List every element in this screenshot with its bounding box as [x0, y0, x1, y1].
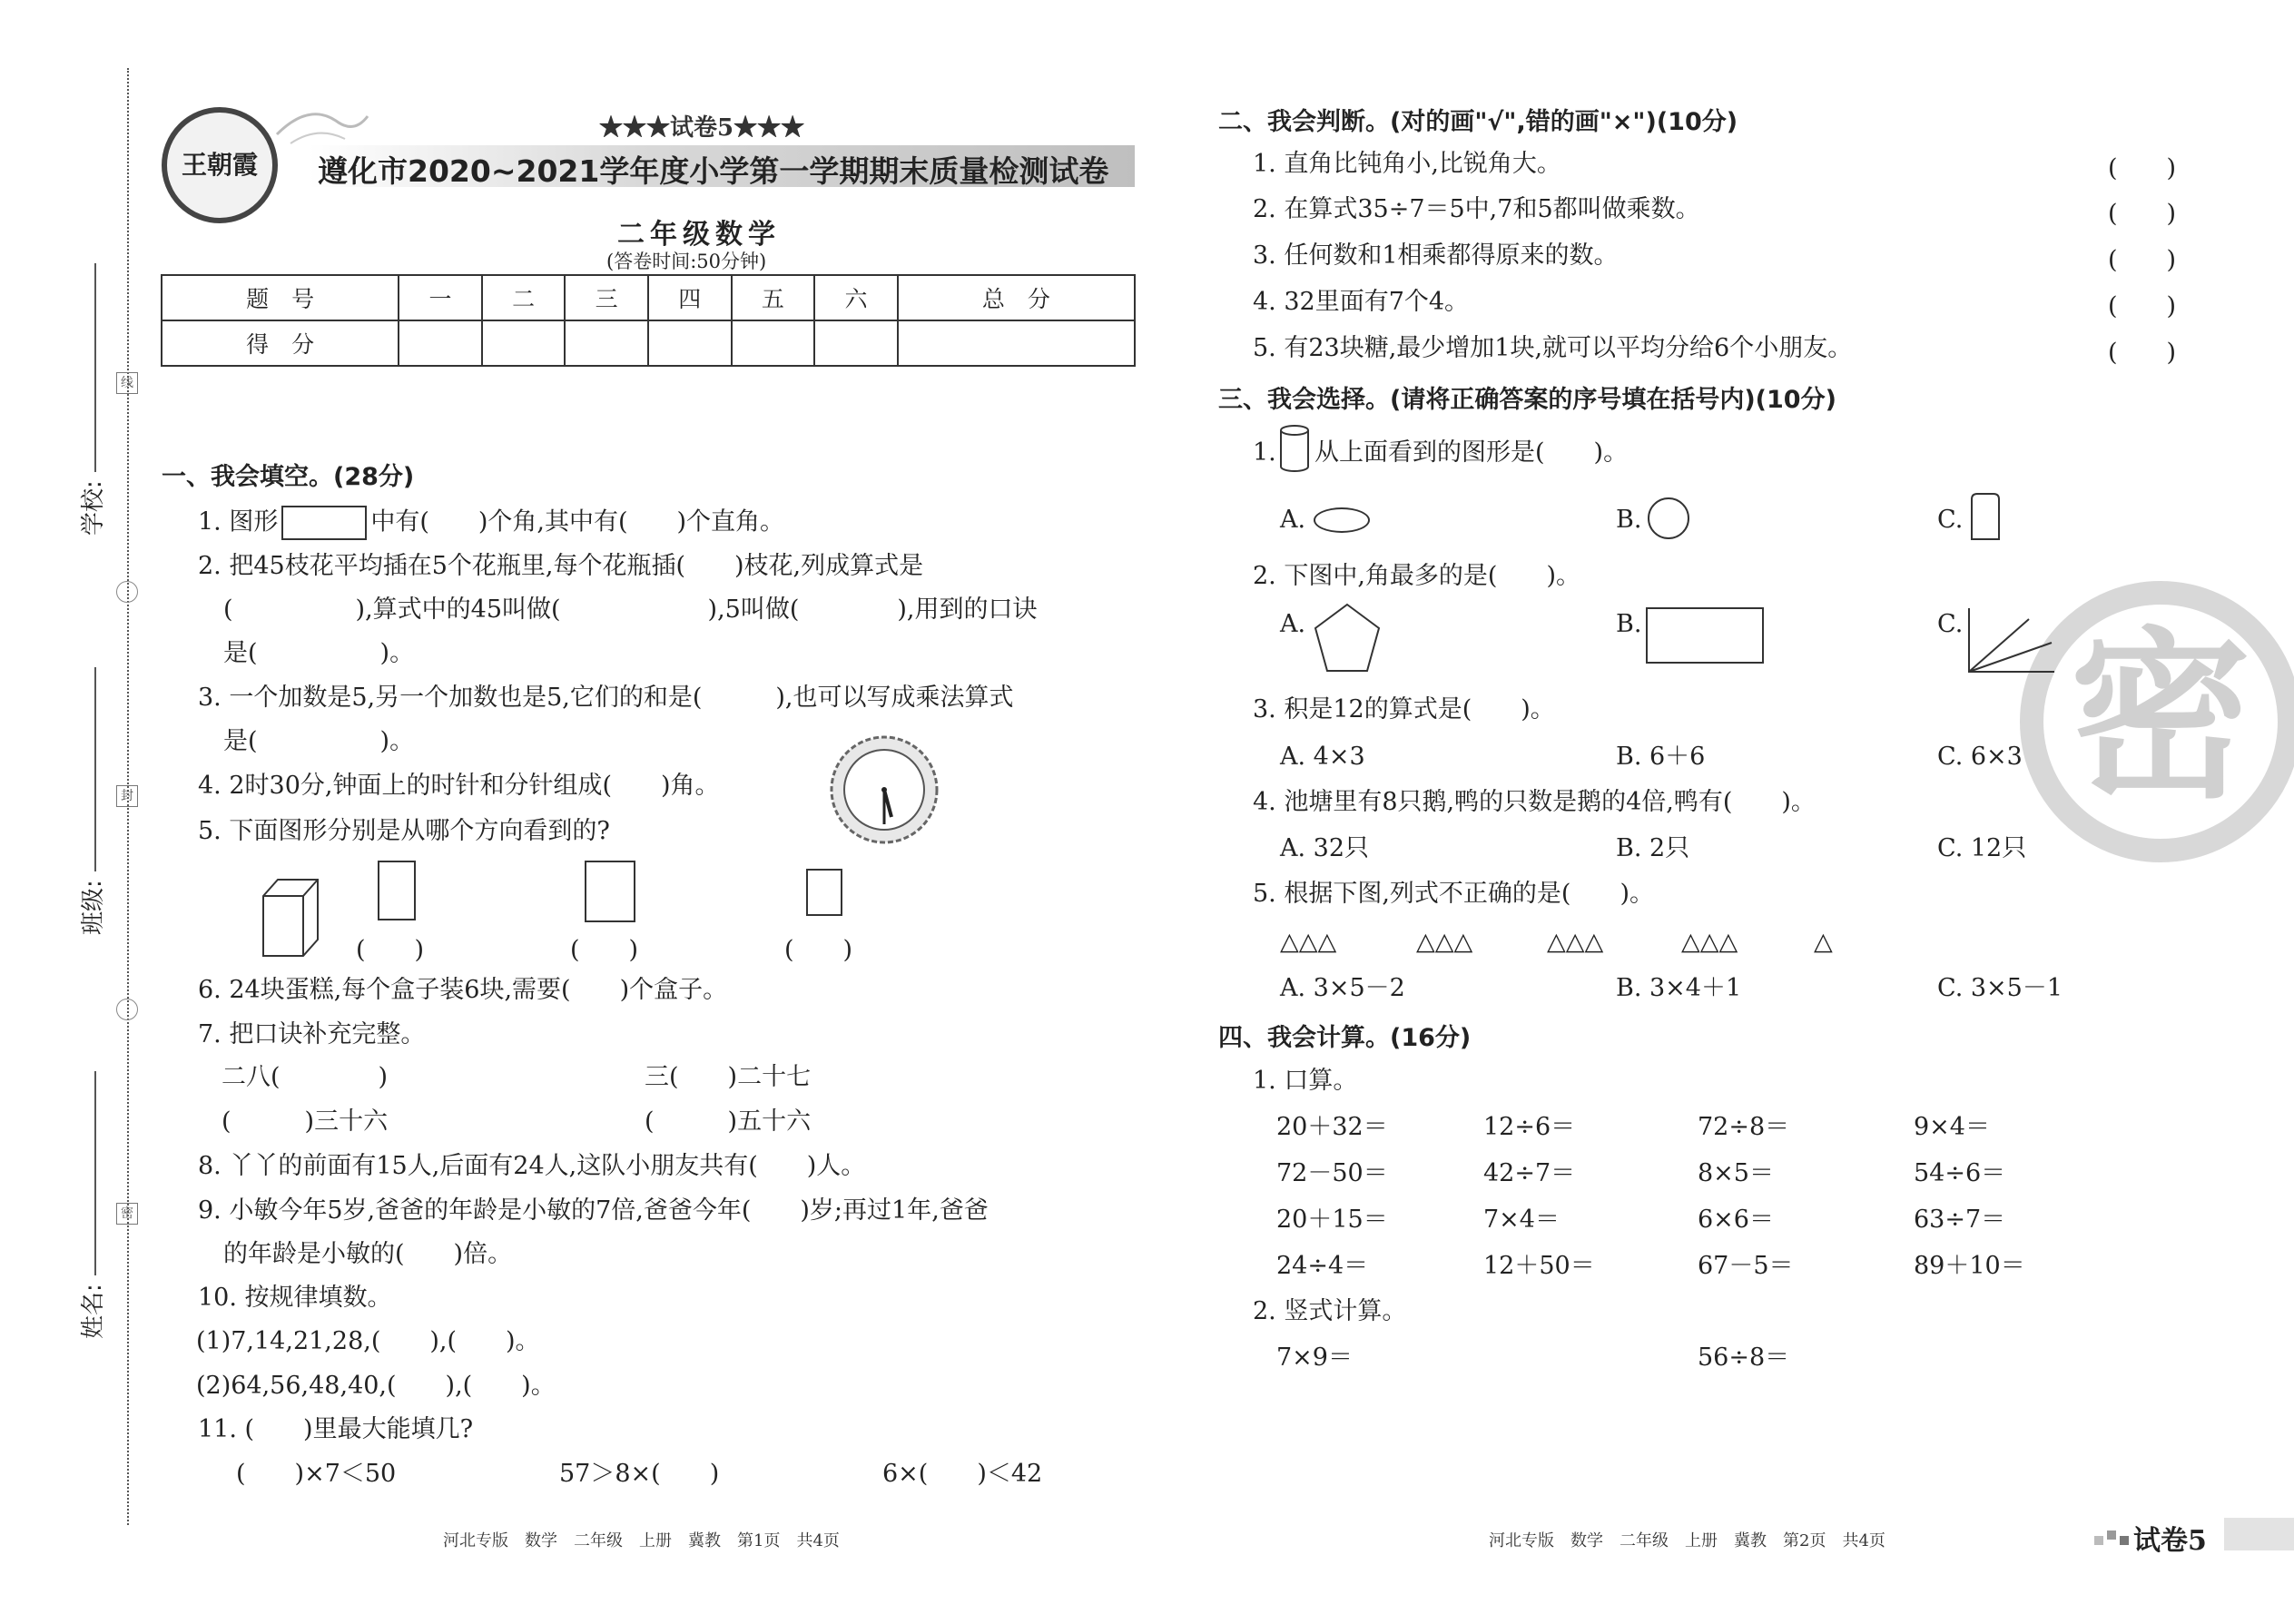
class-label: 班级:: [80, 880, 107, 935]
choice-4-option-c[interactable]: C. 12只: [1937, 834, 2027, 862]
choice-1-question: 从上面看到的图形是( )。: [1314, 438, 1629, 467]
choice-4-question: 4. 池塘里有8只鹅,鸭的只数是鹅的4倍,鸭有( )。: [1253, 788, 1816, 816]
mental-math-item: 89＋10＝: [1914, 1252, 2025, 1280]
time-note: (答卷时间:50分钟): [606, 251, 767, 272]
q5-answer-1[interactable]: ( ): [356, 936, 425, 964]
score-cell[interactable]: [898, 320, 1135, 366]
score-header-cell: 题 号: [162, 275, 399, 320]
choice-4-option-a[interactable]: A. 32只: [1280, 834, 1370, 862]
q1-text-b: 中有( )个角,其中有( )个直角。: [370, 507, 785, 536]
ribbon-decoration: [272, 98, 372, 153]
triangle-group-5: △: [1814, 928, 1833, 956]
judge-answer-1[interactable]: ( ): [2108, 154, 2177, 182]
q7-item-b: 三( )二十七: [645, 1063, 812, 1091]
question-1-11: 11. ( )里最大能填几?: [198, 1415, 474, 1443]
triangle-group-3: △△△: [1547, 928, 1604, 956]
binding-mark-feng: 封: [116, 785, 138, 807]
mental-math-item: 9×4＝: [1914, 1113, 1990, 1141]
q10-sequence-1: (1)7,14,21,28,( ),( )。: [196, 1327, 540, 1355]
ellipse-shape: [1314, 507, 1370, 533]
exam-title: 遵化市2020~2021学年度小学第一学期期末质量检测试卷: [318, 153, 1109, 189]
angles-shape: [1965, 606, 2056, 674]
seal-watermark: [2020, 581, 2294, 862]
clock-icon: [828, 733, 940, 846]
score-cell[interactable]: [565, 320, 648, 366]
question-1-10: 10. 按规律填数。: [198, 1284, 392, 1312]
judge-item-5: 5. 有23块糖,最少增加1块,就可以平均分给6个小朋友。: [1253, 334, 1853, 362]
section4-title: 四、我会计算。(16分): [1218, 1024, 1472, 1052]
name-label: 姓名:: [80, 1284, 107, 1339]
triangle-group-2: △△△: [1416, 928, 1473, 956]
cylinder-shape: [1279, 425, 1310, 472]
score-header-cell: 总 分: [898, 275, 1135, 320]
q1-text-a: 1. 图形: [198, 507, 279, 536]
view-shape-1: [378, 861, 416, 920]
question-1-1: [198, 506, 784, 540]
mental-math-item: 7×4＝: [1483, 1206, 1560, 1234]
mental-math-item: 72÷8＝: [1698, 1113, 1790, 1141]
judge-item-1: 1. 直角比钝角小,比锐角大。: [1253, 150, 1561, 178]
publisher-logo: [162, 107, 278, 223]
judge-answer-4[interactable]: ( ): [2108, 292, 2177, 320]
mental-math-item: 12÷6＝: [1483, 1113, 1576, 1141]
score-cell[interactable]: [732, 320, 815, 366]
choice-1-option-a[interactable]: A.: [1280, 506, 1306, 534]
section2-title: 二、我会判断。(对的画"√",错的画"×")(10分): [1218, 108, 1738, 136]
judge-answer-2[interactable]: ( ): [2108, 200, 2177, 228]
circle-shape: [1648, 497, 1689, 539]
score-header-cell: 三: [565, 275, 648, 320]
section1-title: 一、我会填空。(28分): [162, 463, 415, 491]
footer-badge-tab: [2224, 1518, 2294, 1550]
score-header-cell: 四: [648, 275, 732, 320]
mental-math-item: 20＋32＝: [1276, 1113, 1388, 1141]
q10-sequence-2: (2)64,56,48,40,( ),( )。: [196, 1372, 556, 1400]
q11-item-c: 6×( )＜42: [882, 1460, 1043, 1488]
vertical-calc-heading: 2. 竖式计算。: [1253, 1297, 1407, 1325]
score-row-label: 得 分: [162, 320, 399, 366]
score-cell[interactable]: [648, 320, 732, 366]
choice-5-option-c[interactable]: C. 3×5－1: [1937, 974, 2063, 1002]
question-1-9-line1: 9. 小敏今年5岁,爸爸的年龄是小敏的7倍,爸爸今年( )岁;再过1年,爸爸: [198, 1196, 989, 1225]
mental-math-heading: 1. 口算。: [1253, 1067, 1358, 1095]
choice-3-option-b[interactable]: B. 6＋6: [1616, 743, 1706, 771]
mental-math-item: 63÷7＝: [1914, 1206, 2006, 1234]
school-label: 学校:: [80, 480, 107, 536]
subject-title: 二年级数学: [617, 219, 781, 251]
binding-mark-mi: 密: [116, 1203, 138, 1225]
choice-3-option-a[interactable]: A. 4×3: [1280, 743, 1365, 771]
score-header-cell: 一: [399, 275, 482, 320]
name-underline: [94, 1071, 96, 1275]
mental-math-item: 24÷4＝: [1276, 1252, 1369, 1280]
mental-math-item: 67－5＝: [1698, 1252, 1794, 1280]
mental-math-item: 20＋15＝: [1276, 1206, 1388, 1234]
triangle-group-1: △△△: [1280, 928, 1337, 956]
q7-item-d: ( )五十六: [645, 1107, 812, 1136]
q11-item-a: ( )×7＜50: [236, 1460, 397, 1488]
score-cell[interactable]: [399, 320, 482, 366]
choice-2-option-b[interactable]: B.: [1616, 610, 1642, 638]
choice-1-option-b[interactable]: B.: [1616, 506, 1642, 534]
view-shape-2: [585, 861, 635, 922]
vertical-calc-a: 7×9＝: [1276, 1343, 1353, 1372]
seal-watermark-text: 密: [2069, 612, 2251, 823]
triangle-group-4: △△△: [1681, 928, 1738, 956]
class-underline: [94, 667, 96, 871]
choice-2-question: 2. 下图中,角最多的是( )。: [1253, 562, 1580, 590]
choice-1-number: 1.: [1253, 438, 1276, 467]
choice-5-question: 5. 根据下图,列式不正确的是( )。: [1253, 880, 1654, 908]
q11-item-b: 57＞8×( ): [559, 1460, 720, 1488]
school-underline: [94, 263, 96, 472]
score-cell[interactable]: [482, 320, 566, 366]
score-table: [161, 274, 1136, 367]
choice-4-option-b[interactable]: B. 2只: [1616, 834, 1690, 862]
q5-answer-2[interactable]: ( ): [570, 936, 639, 964]
score-cell[interactable]: [814, 320, 898, 366]
footer-badge: 试卷5: [2133, 1525, 2207, 1557]
cylinder-side-shape: [1970, 492, 2001, 541]
pentagon-shape: [1313, 602, 1382, 674]
question-1-6: 6. 24块蛋糕,每个盒子装6块,需要( )个盒子。: [198, 976, 728, 1004]
question-1-9-line2: 的年龄是小敏的( )倍。: [223, 1240, 513, 1268]
choice-5-option-b[interactable]: B. 3×4＋1: [1616, 974, 1742, 1002]
choice-3-option-c[interactable]: C. 6×3: [1937, 743, 2023, 771]
exam-number-stars: ★★★试卷5★★★: [599, 114, 805, 142]
binding-hole-1: [116, 581, 138, 603]
rectangle-shape: [281, 506, 367, 540]
footer-squares-decoration: [2092, 1525, 2132, 1547]
judge-item-3: 3. 任何数和1相乘都得原来的数。: [1253, 241, 1619, 270]
judge-answer-3[interactable]: ( ): [2108, 246, 2177, 274]
question-1-4: 4. 2时30分,钟面上的时针和分针组成( )角。: [198, 772, 720, 800]
score-header-cell: 二: [482, 275, 566, 320]
choice-2-option-a[interactable]: A.: [1280, 610, 1306, 638]
mental-math-item: 54÷6＝: [1914, 1159, 2006, 1187]
binding-hole-2: [116, 999, 138, 1020]
view-shape-3: [806, 869, 842, 916]
judge-answer-5[interactable]: ( ): [2108, 339, 2177, 367]
binding-mark-xian: 线: [116, 372, 138, 394]
footer-right: 河北专版 数学 二年级 上册 冀教 第2页 共4页: [1489, 1531, 1885, 1550]
mental-math-item: 12＋50＝: [1483, 1252, 1595, 1280]
mental-math-item: 6×6＝: [1698, 1206, 1774, 1234]
mental-math-item: 42÷7＝: [1483, 1159, 1576, 1187]
judge-item-2: 2. 在算式35÷7＝5中,7和5都叫做乘数。: [1253, 195, 1700, 223]
rectangle-option-shape: [1646, 607, 1764, 664]
mental-math-item: 72－50＝: [1276, 1159, 1388, 1187]
q5-answer-3[interactable]: ( ): [784, 936, 853, 964]
score-header-cell: 五: [732, 275, 815, 320]
choice-2-option-c[interactable]: C.: [1937, 610, 1964, 638]
q7-item-a: 二八( ): [222, 1063, 389, 1091]
score-header-cell: 六: [814, 275, 898, 320]
question-1-2-line2: ( ),算式中的45叫做( ),5叫做( ),用到的口诀: [223, 595, 1038, 624]
question-1-2-line1: 2. 把45枝花平均插在5个花瓶里,每个花瓶插( )枝花,列成算式是: [198, 552, 924, 580]
question-1-2-line3: 是( )。: [223, 639, 415, 667]
mental-math-item: 8×5＝: [1698, 1159, 1774, 1187]
footer-left: 河北专版 数学 二年级 上册 冀教 第1页 共4页: [443, 1531, 840, 1550]
choice-5-option-a[interactable]: A. 3×5－2: [1280, 974, 1405, 1002]
score-table-score-row: [162, 320, 1135, 366]
logo-text: 王朝霞: [181, 150, 258, 180]
choice-3-question: 3. 积是12的算式是( )。: [1253, 695, 1555, 723]
section3-title: 三、我会选择。(请将正确答案的序号填在括号内)(10分): [1218, 386, 1836, 414]
question-1-8: 8. 丫丫的前面有15人,后面有24人,这队小朋友共有( )人。: [198, 1152, 866, 1180]
vertical-calc-b: 56÷8＝: [1698, 1343, 1790, 1372]
question-1-5: 5. 下面图形分别是从哪个方向看到的?: [198, 817, 610, 845]
q7-item-c: ( )三十六: [222, 1107, 389, 1136]
question-1-3-line2: 是( )。: [223, 727, 415, 755]
choice-1-option-c[interactable]: C.: [1937, 506, 1964, 534]
score-table-header-row: [162, 275, 1135, 320]
judge-item-4: 4. 32里面有7个4。: [1253, 288, 1470, 316]
question-1-3-line1: 3. 一个加数是5,另一个加数也是5,它们的和是( ),也可以写成乘法算式: [198, 684, 1014, 712]
cuboid-shape: [261, 876, 320, 958]
question-1-7: 7. 把口诀补充完整。: [198, 1020, 426, 1048]
